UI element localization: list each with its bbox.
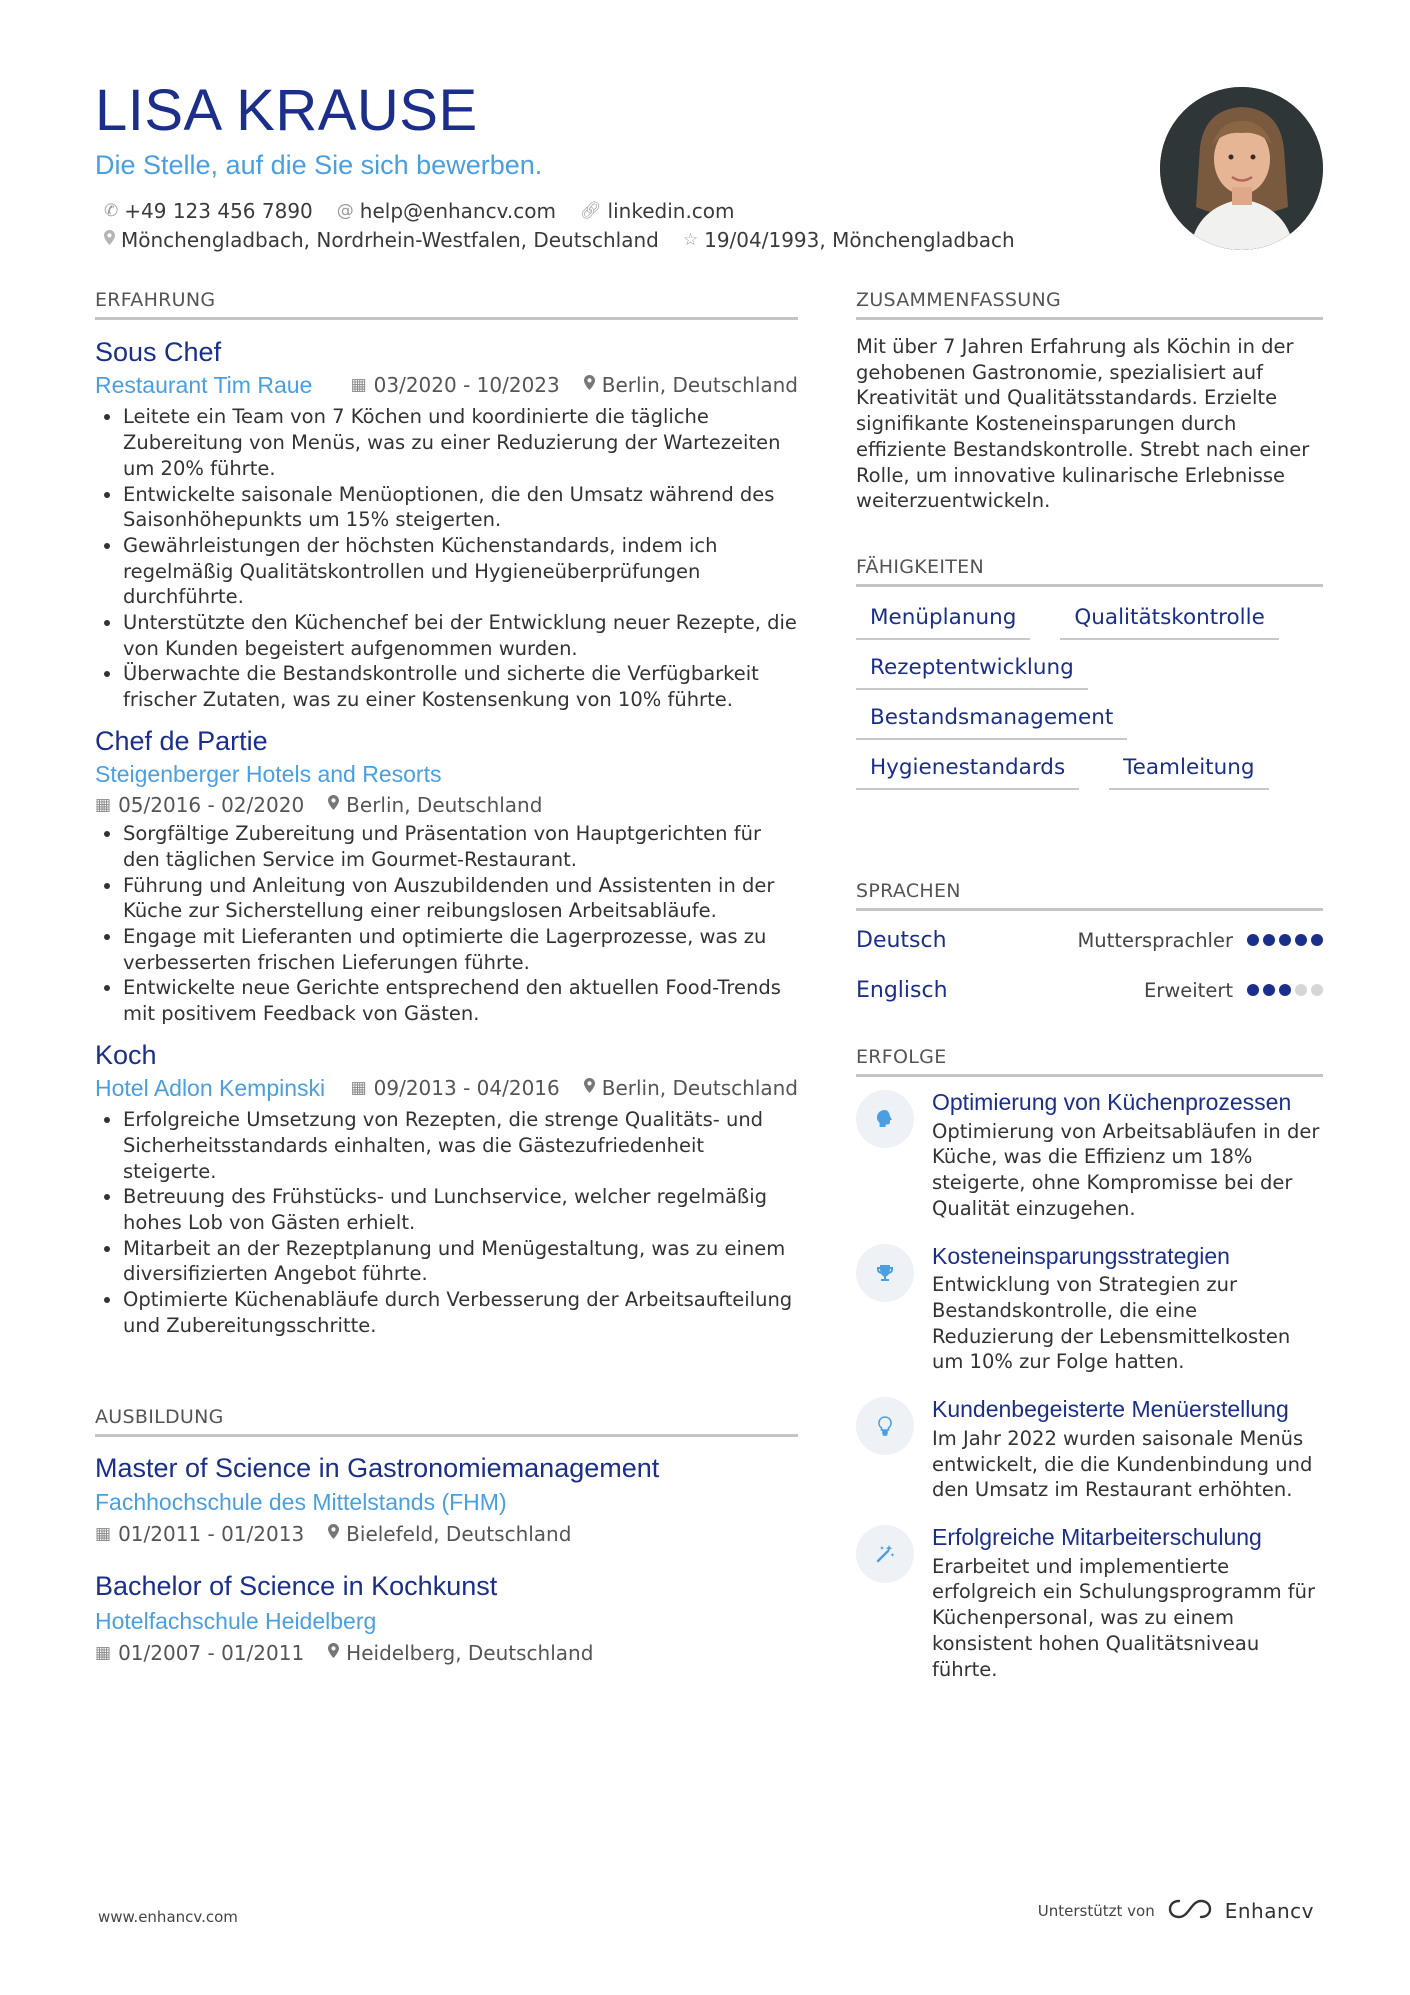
- phone-text: +49 123 456 7890: [124, 199, 313, 223]
- powered-by-label: Unterstützt von: [1037, 1902, 1155, 1920]
- rating-dot: [1247, 984, 1259, 996]
- location-text: Mönchengladbach, Nordrhein-Westfalen, Deutschland: [121, 228, 659, 252]
- bullet: • Mitarbeit an der Rezeptplanung und Menügestaltung, was zu einem diversifizierten Angebot führte.: [123, 1236, 798, 1287]
- language-level: Erweitert: [1143, 978, 1233, 1002]
- map-pin-icon: [328, 1643, 339, 1663]
- birth-item: [683, 228, 1015, 252]
- achievement-desc: Im Jahr 2022 wurden saisonale Menüs entwickelt, die die Kundenbindung und den Umsatz im Restaurant erhöhten.: [932, 1426, 1313, 1502]
- enhancv-logo-icon: [1167, 1897, 1213, 1925]
- achievement-desc: Erarbeitet und implementierte erfolgreich ein Schulungsprogramm für Küchenpersonal, was zu einem konsistent hohen Qualitätsniveau führte.: [932, 1554, 1316, 1681]
- degree-title: Master of Science in Gastronomiemanagement: [95, 1453, 660, 1483]
- bullet: • Engage mit Lieferanten und optimierte die Lagerprozesse, was zu verbesserten frischen Lieferungen führte.: [123, 924, 798, 975]
- job-meta: [95, 791, 798, 819]
- skill-tag: Rezeptentwicklung: [856, 654, 1088, 690]
- bullet: • Sorgfältige Zubereitung und Präsentation von Hauptgerichten für den täglichen Service im Gourmet-Restaurant.: [123, 821, 798, 872]
- footer-website[interactable]: www.enhancv.com: [98, 1908, 238, 1926]
- job-dates: 05/2016 - 02/2020: [118, 793, 305, 818]
- job-bullets: [95, 404, 798, 712]
- experience-section-title: ERFAHRUNG: [95, 289, 798, 320]
- bullet: • Betreuung des Frühstücks- und Lunchservice, welcher regelmäßig hohes Lob von Gästen erhielt.: [123, 1184, 798, 1235]
- job-info-row: [95, 368, 798, 402]
- skill-tag: Hygienestandards: [856, 754, 1079, 790]
- education-dates: 01/2011 - 01/2013: [118, 1522, 305, 1547]
- language-rating: [1247, 984, 1323, 996]
- bullet: • Leitete ein Team von 7 Köchen und koordinierte die tägliche Zubereitung von Menüs, was zu einer Reduzierung der Wartezeiten um 20% führte.: [123, 404, 798, 481]
- calendar-icon: ▦: [95, 1642, 112, 1663]
- rating-dot: [1279, 934, 1291, 946]
- rating-dot: [1263, 984, 1275, 996]
- location-item: [328, 793, 542, 817]
- date-item: [351, 373, 560, 397]
- language-level: Muttersprachler: [1077, 928, 1233, 952]
- bullet: • Entwickelte neue Gerichte entsprechend den aktuellen Food-Trends mit positivem Feedback von Gästen.: [123, 975, 798, 1026]
- location-item: [584, 373, 798, 397]
- education-item: [95, 1570, 798, 1666]
- bullet: • Unterstützte den Küchenchef bei der Entwicklung neuer Rezepte, die von Kunden begeistert aufgenommen wurden.: [123, 610, 798, 661]
- brain-icon: [856, 1090, 914, 1148]
- contact-row-2: [104, 228, 1039, 252]
- experience-item: [95, 1039, 798, 1339]
- rating-dot: [1311, 934, 1323, 946]
- link-icon: 🔗︎: [579, 201, 602, 221]
- achievement-desc: Entwicklung von Strategien zur Bestandskontrolle, die eine Reduzierung der Lebensmittelkosten um 10% zur Folge hatten.: [932, 1273, 1291, 1374]
- brand-name: Enhancv: [1224, 1899, 1314, 1923]
- rating-dot: [1279, 984, 1291, 996]
- summary-text: Mit über 7 Jahren Erfahrung als Köchin in der gehobenen Gastronomie, spezialisiert auf Kreativität und Qualitätsstandards. Erzielte signifikante Kosteneinsparungen durch effiziente Bestandskontrolle. Strebt nach einer Rolle, um innovative kulinarische Erlebnisse weiterzuentwickeln.: [856, 335, 1310, 513]
- location-item: [104, 228, 659, 252]
- achievement-item: [856, 1523, 1323, 1682]
- achievement-desc: Optimierung von Arbeitsabläufen in der Küche, was die Effizienz um 18% steigerte, ohne Kompromisse bei der Qualität einzugehen.: [932, 1119, 1320, 1220]
- candidate-headline: Die Stelle, auf die Sie sich bewerben.: [95, 150, 543, 180]
- language-name: Deutsch: [856, 927, 947, 953]
- achievement-title: Kundenbegeisterte Menüerstellung: [932, 1396, 1289, 1423]
- achievements-section-title: ERFOLGE: [856, 1046, 1323, 1077]
- contact-row-1: [104, 199, 759, 223]
- language-row: [856, 965, 1323, 1015]
- school-name: Hotelfachschule Heidelberg: [95, 1607, 377, 1634]
- achievement-title: Optimierung von Küchenprozessen: [932, 1089, 1292, 1115]
- rating-dot: [1295, 934, 1307, 946]
- achievement-item: [856, 1242, 1323, 1376]
- lightbulb-icon: [856, 1397, 914, 1455]
- date-item: [351, 1076, 560, 1100]
- language-name: Englisch: [856, 977, 948, 1003]
- experience-list: [95, 336, 798, 1339]
- education-meta: [95, 1639, 798, 1667]
- skills-list: [856, 604, 1323, 790]
- education-location: Bielefeld, Deutschland: [346, 1522, 572, 1547]
- star-icon: ☆: [682, 230, 699, 250]
- school-name: Fachhochschule des Mittelstands (FHM): [95, 1489, 507, 1516]
- education-location: Heidelberg, Deutschland: [346, 1640, 594, 1665]
- company-name: Steigenberger Hotels and Resorts: [95, 761, 442, 788]
- rating-dot: [1263, 934, 1275, 946]
- linkedin-text[interactable]: linkedin.com: [607, 199, 735, 223]
- experience-item: [95, 725, 798, 1027]
- job-location: Berlin, Deutschland: [601, 373, 798, 398]
- achievement-item: [856, 1088, 1323, 1222]
- achievement-item: [856, 1395, 1323, 1503]
- language-row: [856, 915, 1323, 965]
- job-meta: [351, 1076, 798, 1100]
- skill-tag: Menüplanung: [856, 604, 1030, 640]
- bullet: • Überwachte die Bestandskontrolle und sicherte die Verfügbarkeit frischer Zutaten, was zu einer Kostensenkung von 10% führte.: [123, 661, 798, 712]
- bullet: • Erfolgreiche Umsetzung von Rezepten, die strenge Qualitäts- und Sicherheitsstandards einhalten, was die Gästezufriedenheit steigerte.: [123, 1107, 798, 1184]
- calendar-icon: ▦: [350, 375, 367, 396]
- job-dates: 09/2013 - 04/2016: [373, 1076, 560, 1101]
- calendar-icon: ▦: [95, 1524, 112, 1545]
- achievement-title: Kosteneinsparungsstrategien: [932, 1242, 1230, 1269]
- languages-list: [856, 915, 1323, 1015]
- calendar-icon: ▦: [95, 795, 112, 816]
- location-item: [328, 1641, 593, 1665]
- wand-icon: [856, 1525, 914, 1583]
- email-text[interactable]: help@enhancv.com: [359, 199, 556, 223]
- job-location: Berlin, Deutschland: [346, 793, 543, 818]
- achievement-title: Erfolgreiche Mitarbeiterschulung: [932, 1523, 1262, 1550]
- rating-dot: [1311, 984, 1323, 996]
- languages-section-title: SPRACHEN: [856, 880, 1323, 911]
- bullet: • Gewährleistungen der höchsten Küchenstandards, indem ich regelmäßig Qualitätskontrollen und Hygieneüberprüfungen durchführte.: [123, 533, 798, 610]
- linkedin-item[interactable]: [580, 199, 735, 223]
- job-title: Sous Chef: [95, 337, 222, 367]
- job-location: Berlin, Deutschland: [601, 1076, 798, 1101]
- phone-icon: ✆: [104, 201, 119, 221]
- job-meta: [351, 373, 798, 397]
- experience-item: [95, 336, 798, 713]
- rating-dot: [1247, 934, 1259, 946]
- education-item: [95, 1452, 798, 1548]
- job-title: Koch: [95, 1039, 157, 1070]
- map-pin-icon: [328, 795, 339, 815]
- skill-tag: Qualitätskontrolle: [1060, 604, 1279, 640]
- bullet: • Führung und Anleitung von Auszubildenden und Assistenten in der Küche zur Sicherstellung einer reibungslosen Arbeitsabläufe.: [123, 873, 798, 924]
- trophy-icon: [856, 1244, 914, 1302]
- map-pin-icon: [584, 375, 595, 395]
- location-item: [328, 1522, 571, 1546]
- bullet: • Optimierte Küchenabläufe durch Verbesserung der Arbeitsaufteilung und Zubereitungsschritte.: [123, 1287, 798, 1338]
- education-dates: 01/2007 - 01/2011: [118, 1640, 305, 1665]
- date-item: [95, 1522, 304, 1546]
- map-pin-icon: [328, 1524, 339, 1544]
- job-dates: 03/2020 - 10/2023: [373, 373, 560, 398]
- phone-item: [104, 199, 313, 223]
- job-info-row: [95, 1071, 798, 1105]
- footer-branding: [1038, 1897, 1314, 1925]
- company-name: Hotel Adlon Kempinski: [95, 1074, 326, 1101]
- skills-section-title: FÄHIGKEITEN: [856, 556, 1323, 587]
- date-item: [95, 793, 304, 817]
- date-item: [95, 1641, 304, 1665]
- job-title: Chef de Partie: [95, 725, 268, 756]
- email-item[interactable]: [337, 199, 556, 223]
- education-meta: [95, 1520, 798, 1548]
- calendar-icon: ▦: [350, 1078, 367, 1099]
- candidate-name: LISA KRAUSE: [95, 78, 478, 143]
- birth-text: 19/04/1993, Mönchengladbach: [704, 228, 1015, 252]
- company-name: Restaurant Tim Raue: [95, 371, 313, 398]
- job-bullets: [95, 1107, 798, 1338]
- education-section-title: AUSBILDUNG: [95, 1406, 798, 1437]
- map-pin-icon: [584, 1078, 595, 1098]
- map-pin-icon: [104, 230, 115, 250]
- avatar: [1160, 87, 1323, 250]
- education-list: [95, 1452, 798, 1667]
- at-icon: @: [336, 201, 354, 221]
- job-bullets: [95, 821, 798, 1027]
- rating-dot: [1295, 984, 1307, 996]
- achievements-list: [856, 1088, 1323, 1702]
- language-rating: [1247, 934, 1323, 946]
- location-item: [584, 1076, 798, 1100]
- skill-tag: Teamleitung: [1109, 754, 1268, 790]
- degree-title: Bachelor of Science in Kochkunst: [95, 1571, 498, 1602]
- summary-section-title: ZUSAMMENFASSUNG: [856, 289, 1323, 320]
- bullet: • Entwickelte saisonale Menüoptionen, die den Umsatz während des Saisonhöhepunkts um 15% steigerten.: [123, 482, 798, 533]
- skill-tag: Bestandsmanagement: [856, 704, 1127, 740]
